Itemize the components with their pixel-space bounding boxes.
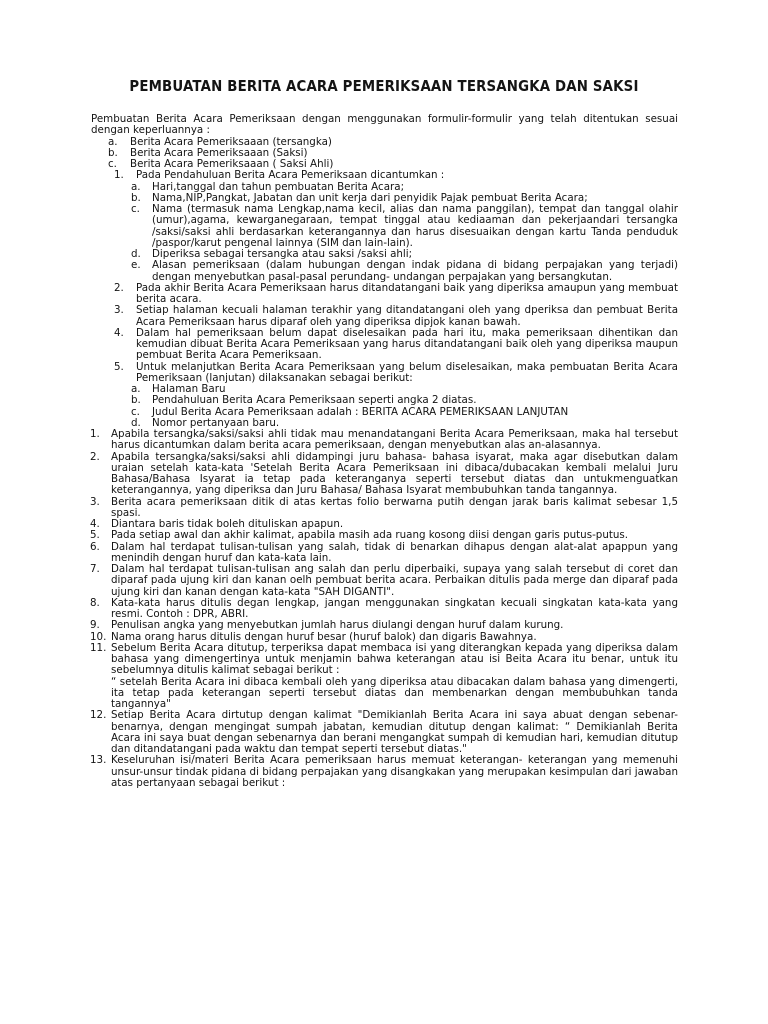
list-marker: 6. (90, 540, 100, 553)
list-text: Berita Acara Pemeriksaaan ( Saksi Ahli) (130, 158, 334, 170)
list-item (90, 497, 678, 520)
list-text (111, 643, 678, 711)
list-text: Dalam hal terdapat tulisan-tulisan ang salah dan perlu diperbaiki, supaya yang salah tersebut di coret dan diparaf pada ujung kiri dan kanan oelh pembuat berita acara. Perbaikan ditulis pada merge dan diparaf pada ujung kiri dan kanan dengan kata-kata "SAH DIGANTI". (111, 563, 678, 598)
list-marker: 8. (90, 596, 100, 609)
list-text: Berita Acara Pemeriksaaan (tersangka) (130, 135, 332, 148)
list-text: Kata-kata harus ditulis degan lengkap, jangan menggunakan singkatan kecuali singkatan kata-kata yang resmi. Contoh : DPR, ABRI. (111, 596, 678, 620)
list-marker: 2. (90, 450, 100, 463)
list-item (91, 204, 678, 249)
list-text: Apabila tersangka/saksi/saksi ahli didampingi juru bahasa- bahasa isyarat, maka agar disebutkan dalam uraian setelah kata-kata 'Setelah Berita Acara Pemeriksaan ini dibaca/dubacakan kembali melalui Juru Bahasa/Bahasa Isyarat ia tetap pada keteranganya seperti tersebut diatas dan untukmenguatkan keterangannya, yang diperiksa dan Juru Bahasa/ Bahasa Isyarat membubuhkan tanda tangannya. (111, 450, 678, 497)
list-text: Dalam hal terdapat tulisan-tulisan yang salah, tidak di benarkan dihapus dengan alat-alat apappun yang menindih dengan huruf dan kata-kata lain. (111, 540, 678, 564)
list-text: Pada setiap awal dan akhir kalimat, apabila masih ada ruang kosong diisi dengan garis putus-putus. (111, 529, 629, 542)
list-marker: c. (131, 405, 140, 418)
list-marker: 10. (90, 630, 107, 643)
list-text: Apabila tersangka/saksi/saksi ahli tidak mau menandatangani Berita Acara Pemeriksaan, maka hal tersebut harus dicantumkan dalam berita acara pemeriksaan, dengan menyebutkan alas an-alasannya. (111, 428, 678, 452)
list-marker: 3. (90, 495, 100, 508)
list-marker: b. (131, 191, 141, 204)
list-text: Hari,tanggal dan tahun pembuatan Berita Acara; (152, 180, 405, 193)
list-item (90, 598, 678, 621)
list-item (90, 564, 678, 598)
list-item (91, 328, 678, 362)
list-marker: 7. (90, 563, 100, 575)
list-text: Diperiksa sebagai tersangka atau saksi /saksi ahli; (152, 248, 413, 260)
list-marker: 11. (90, 641, 107, 654)
list-marker: a. (131, 180, 141, 193)
list-marker: c. (108, 158, 117, 170)
list-marker: 12. (90, 709, 107, 722)
list-text: Penulisan angka yang menyebutkan jumlah harus diulangi dengan huruf dalam kurung. (111, 619, 564, 632)
list-text: Alasan pemeriksaan (dalam hubungan dengan indak pidana di bidang perpajakan yang terjadi) dengan menyebutkan pasal-pasal perundang- undangan perpajakan yang bersangkutan. (152, 259, 678, 283)
list-text: Pada akhir Berita Acara Pemeriksaan harus ditandatangani baik yang diperiksa amaupun yang membuat berita acara. (136, 281, 678, 305)
list-marker: c. (131, 203, 140, 215)
list-marker: d. (131, 248, 141, 260)
list-marker: a. (108, 135, 118, 148)
list-text: Berita Acara Pemeriksaaan (Saksi) (130, 146, 308, 159)
list-text: Halaman Baru (152, 383, 226, 395)
list-item (91, 395, 678, 406)
list-item (91, 362, 678, 385)
list-item (91, 260, 678, 283)
list-text: Diantara baris tidak boleh dituliskan apapun. (111, 518, 344, 530)
list-marker: 2. (114, 281, 124, 294)
list-item (91, 283, 678, 306)
list-text: Berita acara pemeriksaan ditik di atas kertas folio berwarna putih dengan jarak baris kalimat sebesar 1,5 spasi. (111, 495, 678, 519)
list-text: Untuk melanjutkan Berita Acara Pemeriksaan yang belum diselesaikan, maka pembuatan Berita Acara Pemeriksaan (lanjutan) dilaksanakan sebagai berikut: (136, 360, 678, 384)
list-text: Judul Berita Acara Pemeriksaan adalah : BERITA ACARA PEMERIKSAAN LANJUTAN (152, 405, 569, 418)
list-marker: 3. (114, 304, 124, 317)
list-item (90, 643, 678, 711)
document-body (91, 114, 678, 789)
list-text: Pendahuluan Berita Acara Pemeriksaan seperti angka 2 diatas. (152, 394, 477, 407)
list-item (90, 755, 678, 789)
list-item (90, 429, 678, 452)
list-marker: 9. (90, 619, 100, 632)
list-marker: 13. (90, 754, 107, 767)
list-text: Nama orang harus ditulis dengan huruf besar (huruf balok) dan digaris Bawahnya. (111, 630, 537, 643)
list-marker: e. (131, 259, 141, 272)
list-text: Pada Pendahuluan Berita Acara Pemeriksaan dicantumkan : (136, 169, 445, 182)
list-text: Nama,NIP,Pangkat, Jabatan dan unit kerja dari penyidik Pajak pembuat Berita Acara; (152, 191, 588, 204)
list-item (90, 542, 678, 565)
list-text-main: Sebelum Berita Acara ditutup, terperiksa dapat membaca isi yang diterangkan kepada yang diperiksa dalam bahasa yang dimengertinya untuk menjamin bahwa keterangan atau isi Beita Acara itu benar, untuk itu sebelumnya ditulis kalimat sebagai berikut : (111, 641, 678, 677)
list-text: Keseluruhan isi/materi Berita Acara pemeriksaan harus memuat keterangan- keterangan yang memenuhi unsur-unsur tindak pidana di bidang perpajakan yang disangkakan yang merupakan kesimpulan dari jawaban atas pertanyaan sebagai berikut : (111, 754, 678, 789)
list-marker: a. (131, 383, 141, 395)
list-item (91, 170, 678, 181)
list-marker: 5. (114, 360, 124, 373)
list-item (90, 530, 678, 541)
list-marker: d. (131, 416, 141, 429)
list-marker: 4. (90, 518, 100, 530)
intro-paragraph: Pembuatan Berita Acara Pemeriksaan dengan menggunakan formulir-formulir yang telah ditentukan sesuai dengan keperluannya : (91, 113, 678, 137)
step-list (91, 170, 678, 429)
form-list (91, 137, 678, 171)
list-marker: 1. (90, 428, 100, 440)
list-item (91, 305, 678, 328)
list-text-quote: “ setelah Berita Acara ini dibaca kembali oleh yang diperiksa atau dibacakan dalam bahasa yang dimengerti, ita tetap pada keterangan seperti tersebut diatas dan membenarkan dengan membubuhkan tanda tangannya" (111, 675, 678, 710)
list-text: Nomor pertanyaan baru. (152, 416, 280, 429)
list-marker: 1. (114, 169, 124, 182)
page-title: PEMBUATAN BERITA ACARA PEMERIKSAAN TERSANGKA DAN SAKSI (129, 77, 639, 95)
list-item (90, 620, 678, 631)
list-text: Nama (termasuk nama Lengkap,nama kecil, alias dan nama panggilan), tempat dan tanggal olahir (umur),agama, kewarganegaraan, tempat tinggal atau kediaaman dan pekerjaandari tersangka /saksi/saksi ahli berdasarkan keterangannya dan harus disesuaikan dengan kartu Tanda penduduk /paspor/karut pengenal lainnya (SIM dan lain-lain). (152, 203, 678, 249)
list-item (90, 452, 678, 497)
list-text: Setiap Berita Acara dirtutup dengan kalimat "Demikianlah Berita Acara ini saya abuat dengan sebenar-benarnya, dengan mengingat sumpah jabatan, kemudian ditutup dengan kalimat: “ Demikianlah Berita Acara ini saya buat dengan sebenarnya dan berani mengangkat sumpah di kemudian hari, kemudian ditutup dan ditandatangani pada waktu dan tempat seperti tersebut diatas." (111, 709, 678, 755)
list-marker: 4. (114, 326, 124, 339)
list-text: Dalam hal pemeriksaan belum dapat diselesaikan pada hari itu, maka pemeriksaan dihentikan dan kemudian dibuat Berita Acara Pemeriksaan yang harus ditandatangani baik oleh yang diperiksa maupun pembuat Berita Acara Pemeriksaan. (136, 326, 678, 362)
list-marker: b. (131, 394, 141, 407)
rules-list (90, 429, 678, 789)
list-item (90, 710, 678, 755)
list-text: Setiap halaman kecuali halaman terakhir yang ditandatangani oleh yang dperiksa dan pembuat Berita Acara Pemeriksaan harus diparaf oleh yang diperiksa dipjok kanan bawah. (136, 304, 678, 328)
list-marker: 5. (90, 529, 100, 542)
list-marker: b. (108, 146, 118, 159)
